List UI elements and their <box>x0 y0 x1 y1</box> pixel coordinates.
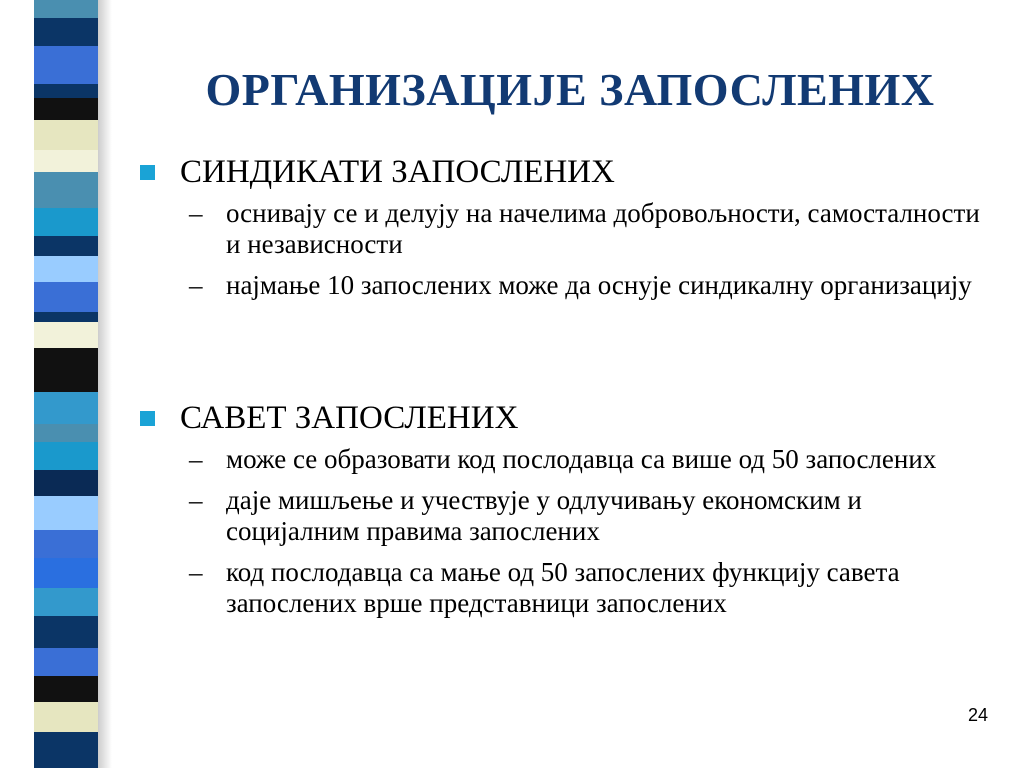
ribbon-stripe <box>34 236 98 256</box>
list-item <box>140 444 986 475</box>
ribbon-stripe <box>34 46 98 84</box>
section-sindikati <box>140 152 986 311</box>
ribbon-stripe <box>34 172 98 208</box>
ribbon-stripe <box>34 256 98 282</box>
slide-title: ОРГАНИЗАЦИЈЕ ЗАПОСЛЕНИХ <box>205 64 935 115</box>
ribbon-stripe <box>34 98 98 120</box>
page-number: 24 <box>967 705 988 725</box>
ribbon-shadow <box>96 0 112 768</box>
ribbon-stripe <box>34 616 98 648</box>
ribbon-stripe <box>34 208 98 236</box>
bullet-row <box>140 152 986 192</box>
decorative-ribbon <box>34 0 98 768</box>
ribbon-stripe <box>34 312 98 322</box>
list-item <box>140 270 986 301</box>
square-bullet-icon <box>140 165 155 180</box>
ribbon-stripe <box>34 496 98 530</box>
ribbon-stripe <box>34 470 98 496</box>
list-item <box>140 198 986 260</box>
section-savet <box>140 398 986 629</box>
dash-icon: – <box>189 444 203 474</box>
list-item-text: оснивају се и делују на начелима добровољности, самосталности и независности <box>226 198 980 259</box>
ribbon-stripe <box>34 120 98 150</box>
ribbon-stripe <box>34 424 98 442</box>
square-bullet-icon <box>140 411 155 426</box>
ribbon-stripe <box>34 322 98 348</box>
dash-icon: – <box>189 557 203 587</box>
ribbon-stripe <box>34 676 98 702</box>
ribbon-stripe <box>34 732 98 768</box>
ribbon-stripe <box>34 0 98 18</box>
ribbon-stripe <box>34 530 98 558</box>
section-heading: САВЕТ ЗАПОСЛЕНИХ <box>180 400 519 436</box>
list-item-text: даје мишљење и учествује у одлучивању економским и социјалним правима запослених <box>226 485 862 546</box>
ribbon-stripe <box>34 348 98 392</box>
list-item-text: најмање 10 запослених може да оснује синдикалну организацију <box>226 270 972 300</box>
dash-icon: – <box>189 485 203 515</box>
ribbon-stripe <box>34 558 98 588</box>
ribbon-stripe <box>34 702 98 732</box>
ribbon-stripe <box>34 18 98 46</box>
section-heading: СИНДИКАТИ ЗАПОСЛЕНИХ <box>180 154 615 190</box>
dash-icon: – <box>189 198 203 228</box>
list-item-text: може се образовати код послодавца са више од 50 запослених <box>226 444 937 474</box>
list-item-text: код послодавца са мање од 50 запослених функцију савета запослених врше представници запослених <box>226 557 900 618</box>
ribbon-stripe <box>34 84 98 98</box>
bullet-row <box>140 398 986 438</box>
ribbon-stripe <box>34 392 98 424</box>
ribbon-stripe <box>34 588 98 616</box>
sub-list <box>140 444 986 619</box>
ribbon-stripe <box>34 150 98 172</box>
dash-icon: – <box>189 270 203 300</box>
list-item <box>140 485 986 547</box>
ribbon-stripe <box>34 648 98 676</box>
ribbon-stripe <box>34 442 98 470</box>
ribbon-stripe <box>34 282 98 312</box>
list-item <box>140 557 986 619</box>
sub-list <box>140 198 986 301</box>
